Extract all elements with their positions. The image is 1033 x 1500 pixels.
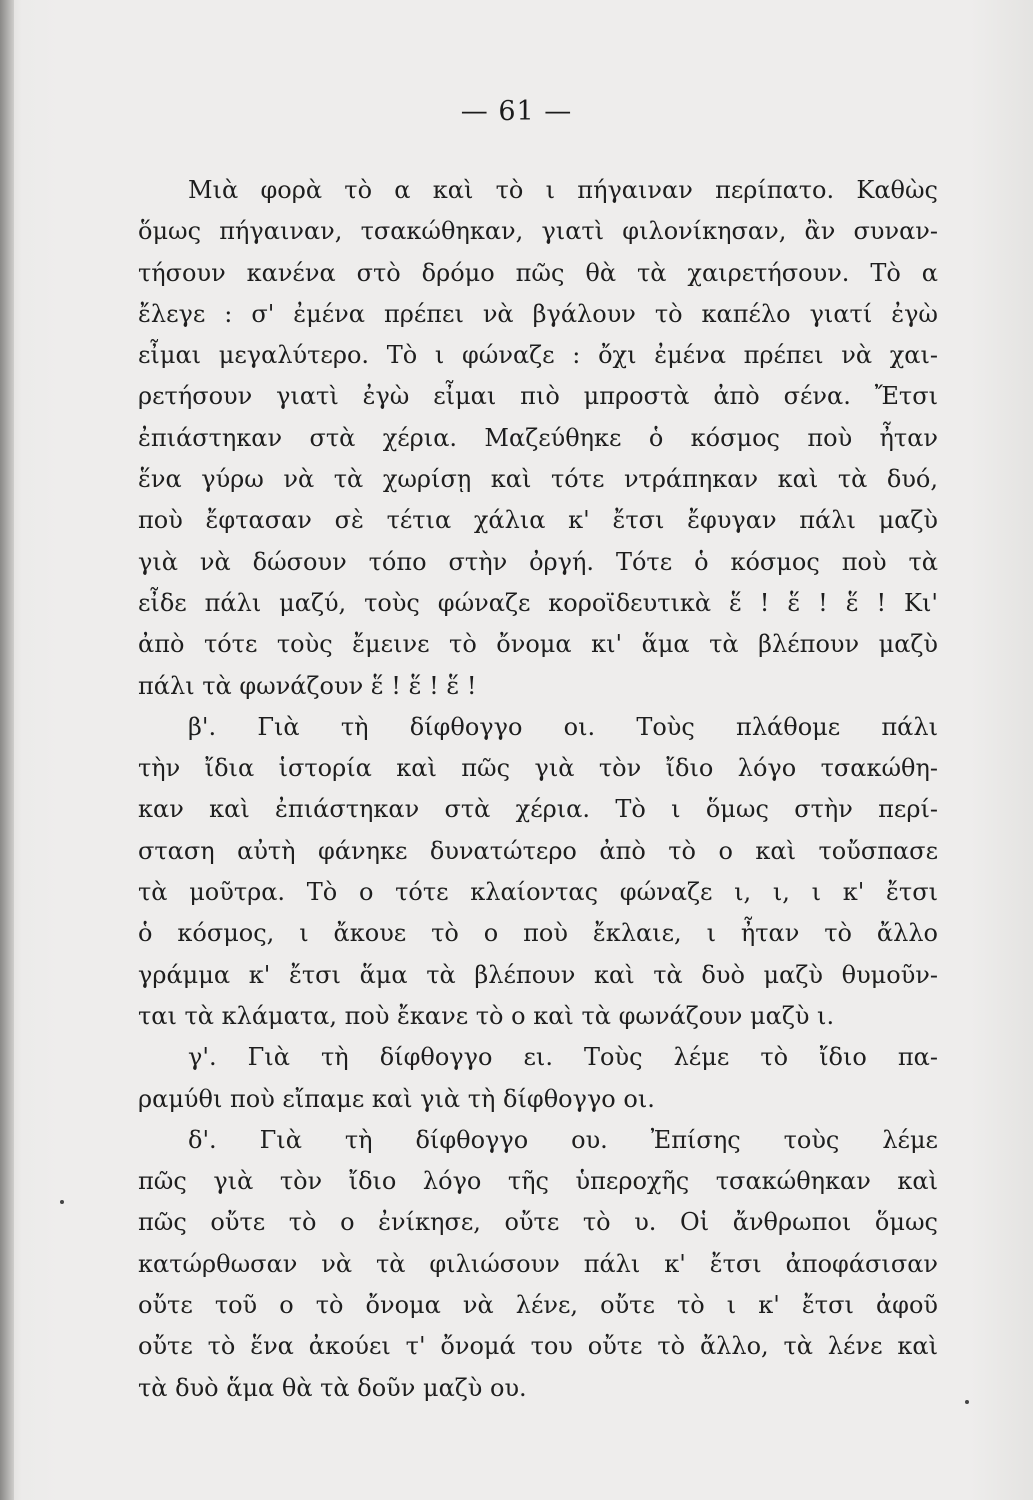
text-line: ἐπιάστηκαν στὰ χέρια. Μαζεύθηκε ὁ κόσμος ποὺ ἦταν xyxy=(138,423,938,452)
text-line: ἕνα γύρω νὰ τὰ χωρίσῃ καὶ τότε ντράπηκαν καὶ τὰ δυό, xyxy=(138,465,938,494)
text-line: κατώρθωσαν νὰ τὰ φιλιώσουν πάλι κ' ἔτσι ἀποφάσισαν xyxy=(138,1249,938,1278)
text-line: πάλι τὰ φωνάζουν ἕ ! ἕ ! ἕ ! xyxy=(138,671,477,700)
text-line: εἶδε πάλι μαζύ, τοὺς φώναζε κοροϊδευτικὰ ἕ ! ἕ ! ἕ ! Κι' xyxy=(138,588,938,617)
text-line: ποὺ ἔφτασαν σὲ τέτια χάλια κ' ἔτσι ἔφυγαν πάλι μαζὺ xyxy=(138,506,938,535)
text-line: οὔτε τὸ ἕνα ἀκούει τ' ὄνομά του οὔτε τὸ ἄλλο, τὰ λένε καὶ xyxy=(138,1332,938,1361)
text-line: ται τὰ κλάματα, ποὺ ἔκανε τὸ ο καὶ τὰ φωνάζουν μαζὺ ι. xyxy=(138,1001,835,1030)
text-line: τήσουν κανένα στὸ δρόμο πῶς θὰ τὰ χαιρετήσουν. Τὸ α xyxy=(138,258,938,287)
text-line: τὰ μοῦτρα. Τὸ ο τότε κλαίοντας φώναζε ι, ι, ι κ' ἔτσι xyxy=(138,878,938,907)
text-line: ὅμως πήγαιναν, τσακώθηκαν, γιατὶ φιλονίκησαν, ἂν συναν- xyxy=(138,217,938,246)
text-line: ραμύθι ποὺ εἴπαμε καὶ γιὰ τὴ δίφθογγο οι. xyxy=(138,1084,655,1113)
text-line: ρετήσουν γιατὶ ἐγὼ εἶμαι πιὸ μπροστὰ ἀπὸ σένα. Ἔτσι xyxy=(138,382,938,411)
text-line: καν καὶ ἐπιάστηκαν στὰ χέρια. Τὸ ι ὅμως στὴν περί- xyxy=(138,795,938,824)
text-line: σταση αὐτὴ φάνηκε δυνατώτερο ἀπὸ τὸ ο καὶ τοὔσπασε xyxy=(138,836,938,865)
text-line: ὁ κόσμος, ι ἄκουε τὸ ο ποὺ ἔκλαιε, ι ἦταν τὸ ἄλλο xyxy=(138,919,938,948)
text-line: πῶς γιὰ τὸν ἴδιο λόγο τῆς ὑπεροχῆς τσακώθηκαν καὶ xyxy=(138,1167,938,1196)
paper-speck xyxy=(965,1400,969,1404)
paper-speck xyxy=(60,1200,64,1204)
binding-shadow xyxy=(0,0,14,1500)
page-number: — 61 — xyxy=(460,96,573,127)
body-text xyxy=(138,170,938,1409)
text-line: εἶμαι μεγαλύτερο. Τὸ ι φώναζε : ὄχι ἐμένα πρέπει νὰ χαι- xyxy=(138,341,938,370)
text-line: πῶς οὔτε τὸ ο ἐνίκησε, οὔτε τὸ υ. Οἱ ἄνθρωποι ὅμως xyxy=(138,1208,938,1237)
text-line: Μιὰ φορὰ τὸ α καὶ τὸ ι πήγαιναν περίπατο. Καθὼς xyxy=(188,176,938,204)
text-line: ἔλεγε : σ' ἐμένα πρέπει νὰ βγάλουν τὸ καπέλο γιατί ἐγὼ xyxy=(138,299,938,328)
text-line: γιὰ νὰ δώσουν τόπο στὴν ὀργή. Τότε ὁ κόσμος ποὺ τὰ xyxy=(138,547,938,576)
text-line: γράμμα κ' ἔτσι ἅμα τὰ βλέπουν καὶ τὰ δυὸ μαζὺ θυμοῦν- xyxy=(138,960,938,989)
text-line: τὴν ἴδια ἱστορία καὶ πῶς γιὰ τὸν ἴδιο λόγο τσακώθη- xyxy=(138,754,938,783)
text-line: τὰ δυὸ ἅμα θὰ τὰ δοῦν μαζὺ ου. xyxy=(138,1373,527,1402)
text-line: ἀπὸ τότε τοὺς ἔμεινε τὸ ὄνομα κι' ἅμα τὰ βλέπουν μαζὺ xyxy=(138,630,938,659)
section-heading-line: γ'. Γιὰ τὴ δίφθογγο ει. Τοὺς λέμε τὸ ἴδιο πα- xyxy=(188,1043,938,1072)
section-heading-line: β'. Γιὰ τὴ δίφθογγο οι. Τοὺς πλάθομε πάλι xyxy=(188,712,938,741)
section-heading-line: δ'. Γιὰ τὴ δίφθογγο ου. Ἐπίσης τοὺς λέμε xyxy=(188,1125,938,1154)
text-line: οὔτε τοῦ ο τὸ ὄνομα νὰ λένε, οὔτε τὸ ι κ' ἔτσι ἀφοῦ xyxy=(138,1291,938,1320)
